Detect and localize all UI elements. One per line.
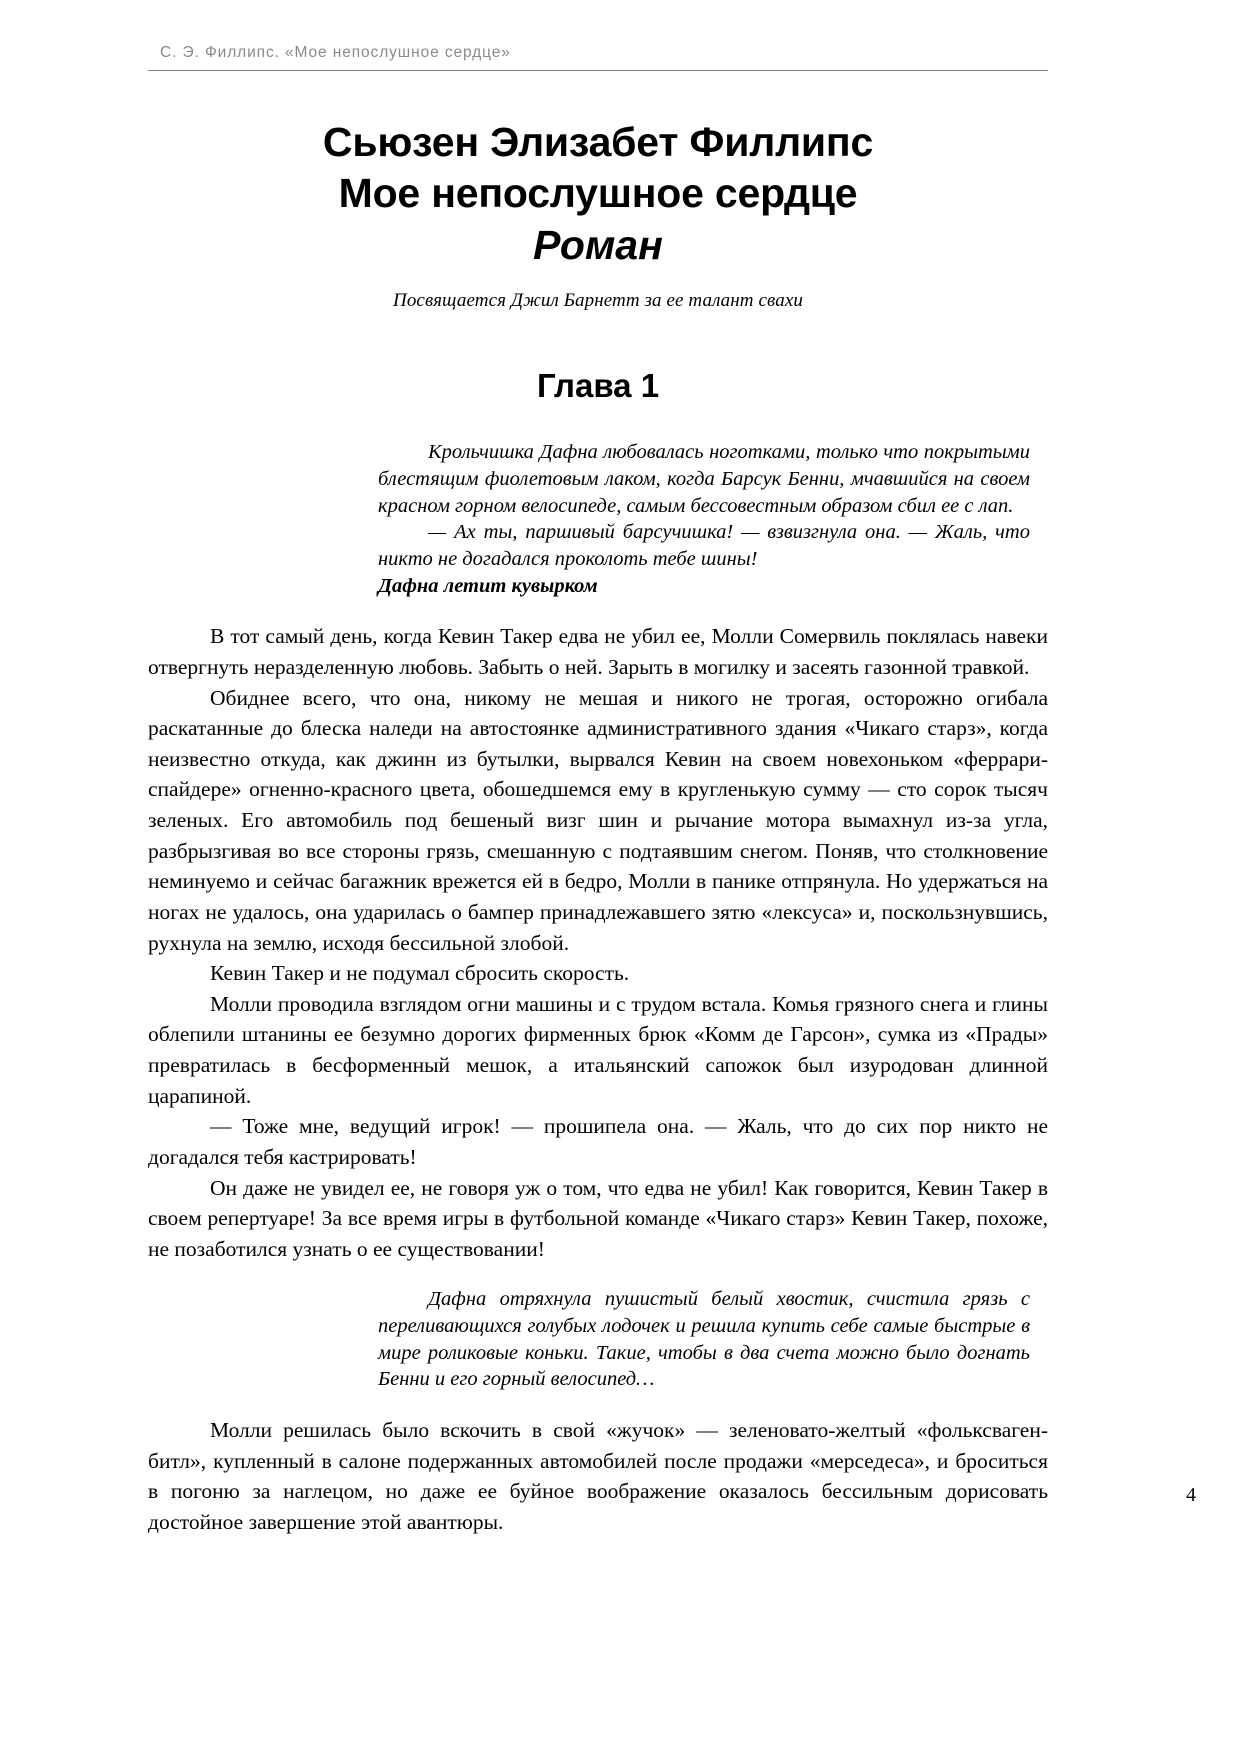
epigraph-first bbox=[378, 439, 1030, 599]
book-author: Сьюзен Элизабет Филлипс bbox=[322, 119, 874, 165]
epigraph-second bbox=[378, 1286, 1030, 1393]
epigraph-paragraph: Крольчишка Дафна любовалась ноготками, только что покрытыми блестящим фиолетовым лаком, когда Барсук Бенни, мчавшийся на своем красном горном велосипеде, самым бессовестным образом сбил ее с лап. bbox=[378, 441, 1030, 517]
book-title: Мое непослушное сердце bbox=[338, 169, 858, 216]
running-header: С. Э. Филлипс. «Мое непослушное сердце» bbox=[160, 44, 511, 61]
page-number: 4 bbox=[1186, 1484, 1196, 1506]
epigraph-paragraph: Дафна отряхнула пушистый белый хвостик, счистила грязь с переливающихся голубых лодочек и решила купить себе самые быстрые в мире роликовые коньки. Такие, чтобы в два счета можно было догнать Бенни и его горный велосипед… bbox=[378, 1288, 1030, 1391]
book-kind: Роман bbox=[533, 221, 663, 268]
chapter-heading: Глава 1 bbox=[536, 367, 660, 405]
epigraph-attribution: Дафна летит кувырком bbox=[378, 574, 598, 597]
body-paragraph: Обиднее всего, что она, никому не мешая и никого не трогая, осторожно огибала раскатанные до блеска наледи на автостоянке административного здания «Чикаго старз», когда неизвестно откуда, как джинн из бутылки, вырвался Кевин на своем новехоньком «феррари-спайдере» огненно-красного цвета, обошедшемся ему в кругленькую сумму — сто сорок тысяч зеленых. Его автомобиль под бешеный визг шин и рычание мотора вымахнул из-за угла, разбрызгивая во все стороны грязь, смешанную с подтаявшим снегом. Поняв, что столкновение неминуемо и сейчас багажник врежется ей в бедро, Молли в панике отпрянула. Но удержаться на ногах не удалось, она ударилась о бампер принадлежавшего зятю «лексуса» и, поскользнувшись, рухнула на землю, исходя бессильной злобой. bbox=[148, 685, 1048, 955]
body-paragraph: Молли проводила взглядом огни машины и с трудом встала. Комья грязного снега и глины облепили штанины ее безумно дорогих фирменных брюк «Комм де Гарсон», сумка из «Прады» превратилась в бесформенный мешок, а итальянский сапожок был изуродован длинной царапиной. bbox=[148, 991, 1048, 1108]
body-paragraph: Кевин Такер и не подумал сбросить скорость. bbox=[210, 961, 630, 986]
body-paragraph: — Тоже мне, ведущий игрок! — прошипела она. — Жаль, что до сих пор никто не догадался тебя кастрировать! bbox=[148, 1114, 1048, 1169]
page-content bbox=[148, 44, 1048, 1538]
header-rule bbox=[148, 70, 1048, 71]
body-paragraph: Молли решилась было вскочить в свой «жучок» — зеленовато-желтый «фольксваген-битл», купленный в салоне подержанных автомобилей после продажи «мерседеса», и броситься в погоню за наглецом, но даже ее буйное воображение оказалось бессильным дорисовать достойное завершение этой авантюры. bbox=[148, 1418, 1048, 1534]
body-paragraph: В тот самый день, когда Кевин Такер едва не убил ее, Молли Сомервиль поклялась навеки отвергнуть неразделенную любовь. Забыть о ней. Зарыть в могилку и засеять газонной травкой. bbox=[148, 624, 1048, 679]
body-text-part-two bbox=[148, 1415, 1048, 1538]
body-text-part-one bbox=[148, 621, 1048, 1264]
title-block bbox=[148, 117, 1048, 312]
body-paragraph: Он даже не увидел ее, не говоря уж о том, что едва не убил! Как говорится, Кевин Такер в своем репертуаре! За все время игры в футбольной команде «Чикаго старз» Кевин Такер, похоже, не позаботился узнать о ее существовании! bbox=[148, 1175, 1048, 1261]
dedication: Посвящается Джил Барнетт за ее талант свахи bbox=[393, 290, 803, 312]
epigraph-paragraph: — Ах ты, паршивый барсучишка! — взвизгнула она. — Жаль, что никто не догадался проколоть тебе шины! bbox=[378, 521, 1030, 571]
